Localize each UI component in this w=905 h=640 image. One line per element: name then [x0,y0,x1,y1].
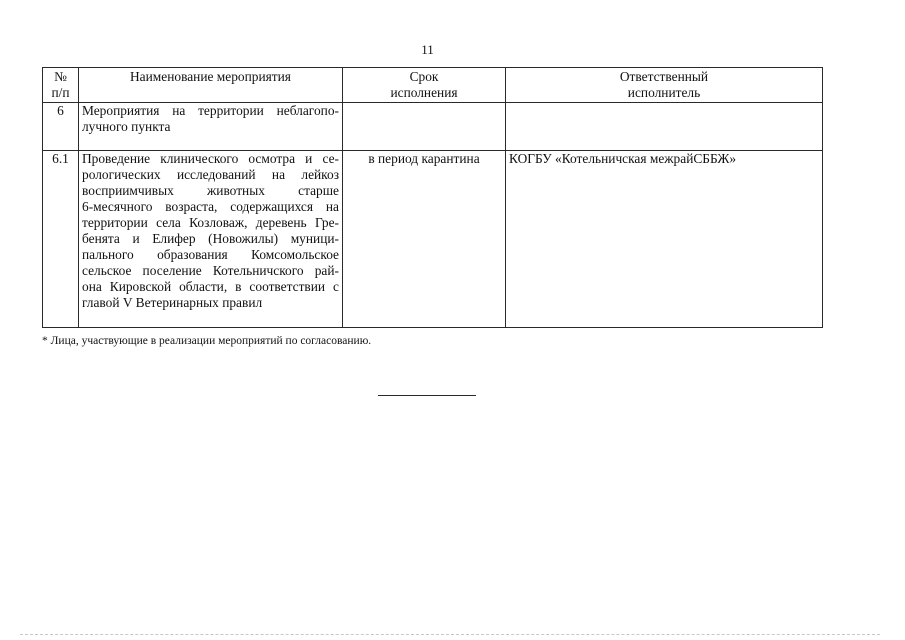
row-event-name [79,103,343,151]
row-term: в период карантина [343,151,506,328]
header-term-line: Срок [409,69,439,84]
plan-table [42,67,823,328]
row-event-name [79,151,343,328]
header-number [43,68,79,103]
event-name-line: 6-месячного возраста, содержащихся на [82,199,339,214]
header-event-name-line: Наименование мероприятия [130,69,291,84]
header-event-name [79,68,343,103]
row-executor: КОГБУ «Котельничская межрайСББЖ» [506,151,823,328]
table-row [43,103,823,151]
event-name-line: рологических исследований на лейкоз [82,167,339,182]
row-number: 6 [43,103,79,151]
row-term [343,103,506,151]
event-name-line: Проведение клинического осмотра и се- [82,151,339,166]
header-executor-line: Ответственный [619,69,709,84]
footnote: * Лица, участвующие в реализации мероприятий по согласованию. [42,335,372,347]
header-term [343,68,506,103]
header-number-line: № [54,69,67,84]
event-name-line: главой V Ветеринарных правил [82,295,263,310]
event-name-line: территории села Козловаж, деревень Гре- [82,215,339,230]
scan-bottom-edge [20,634,880,635]
end-rule-divider [378,395,476,396]
event-name-line: Мероприятия на территории неблагопо- [82,103,339,118]
event-name-line: она Кировской области, в соответствии с [82,279,339,294]
row-executor [506,103,823,151]
event-name-line: сельское поселение Котельничского рай- [82,263,339,278]
table-header-row [43,68,823,103]
header-number-line: п/п [51,85,70,100]
event-name-line: лучного пункта [82,119,171,134]
header-executor [506,68,823,103]
event-name-line: бенята и Елифер (Новожилы) муници- [82,231,339,246]
table-row [43,151,823,328]
event-name-line: восприимчивых животных старше [82,183,339,198]
event-name-line: пального образования Комсомольское [82,247,339,262]
page-number: 11 [421,42,434,57]
header-executor-line: исполнитель [627,85,701,100]
row-number: 6.1 [43,151,79,328]
header-term-line: исполнения [390,85,458,100]
